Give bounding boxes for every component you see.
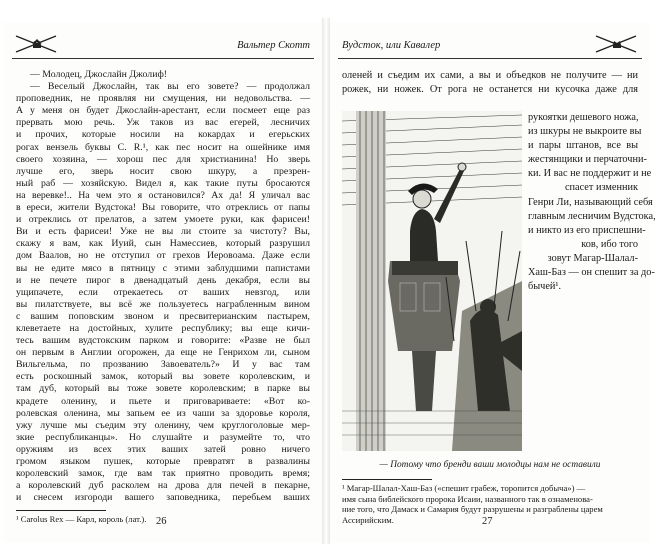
text-line: Ви и есть фарисеи! Уже не вы ли стоите за чистоту? Вы, <box>16 226 310 238</box>
page-number: 27 <box>482 516 493 527</box>
text-line: лучше его, зверь носит свою шкуру, а презрен- <box>16 165 310 177</box>
text-line: а королевский дуб расколем на дрова для печей в пекарне, <box>16 480 310 492</box>
text-line: и никто из его приспешни- <box>528 224 646 236</box>
text-line: прервать мою речь. Уж таков из вас егерей, лесничих <box>16 117 310 129</box>
text-line: бычей¹. <box>528 281 562 293</box>
text-line: Вильгельма, по прозванию Завоеватель?» И у вас там <box>16 359 310 371</box>
book-gutter <box>322 18 330 544</box>
text-line: есть роскошный замок, который вы зовете королевским, и <box>16 371 310 383</box>
footnote-line: ние того, что Дамаск и Самария будут разрушены и разграблены царем <box>342 504 603 515</box>
text-line: и пары штанов, все вы <box>528 140 638 152</box>
text-line: и не печете пирог в двенадцатый день декабря, если вы <box>16 274 310 286</box>
text-line: скажу я вам, как Иуий, сын Намессиев, который разрушил <box>16 238 310 250</box>
footnote: ¹ Carolus Rex — Карл, король (лат.). <box>16 513 147 524</box>
text-line: ков, ибо того <box>581 238 638 250</box>
footnote-rule <box>342 479 432 480</box>
text-line: ущипачете, если отрекаетесь от ваших невзгод, или <box>16 286 310 298</box>
text-line: ный раб — хозяйскую. Видел я, как такие путы бросаются <box>16 177 310 189</box>
text-line: — Молодец, Джослайн Джолиф! <box>30 69 168 80</box>
running-head: Вудсток, или Кавалер <box>342 40 441 51</box>
text-line: вы не едите мясо в пятницу с этими заблудшими папистами <box>16 262 310 274</box>
text-line: и отреклись от прелатов, а затем умоете руки, как фарисеи! <box>16 214 310 226</box>
text-line: крадете оленину, и пьете и приговариваете: «Вот ко- <box>16 395 310 407</box>
text-line: на веревке!.. На чем это я остановился? Ах да! Я уличал вас <box>16 189 310 201</box>
illustration-caption: — Потому что бренди ваши молодцы нам не оставили <box>379 460 601 470</box>
crossed-swords-ornament-icon <box>592 30 642 56</box>
text-line: А у меня он будет Джослайн-арестант, если посмеет еще раз <box>16 105 310 117</box>
text-line: рожек, ни ножек. От рога не останется ни кусочка даже для <box>342 84 638 96</box>
page-number: 26 <box>156 516 167 527</box>
body-text <box>16 69 310 504</box>
text-line: своего хозяина, — хорош пес для христианина! Но зверь <box>16 153 310 165</box>
engraving-illustration-icon <box>342 111 522 451</box>
footnote-line: имя сына библейского пророка Исаии, названного так в ознаменова- <box>342 493 593 504</box>
text-line: жестянщики и перчаточни- <box>528 154 647 166</box>
text-line: Хаш-Баз — он спешит за до- <box>528 267 655 279</box>
footnote-line: Ассирийским. <box>342 514 394 525</box>
text-line: вы пилатствуете, вы всё же пользуетесь награбленным вином <box>16 298 310 310</box>
text-line: там дуб, который вы тоже зовете королевским; в парке вы <box>16 383 310 395</box>
text-line: оружиям из всех этих ваших затей ровно ничего <box>16 443 310 455</box>
text-line: рогах вензель буквы C. R.¹, как пес носит на ошейнике имя <box>16 141 310 153</box>
text-line: клеветаете на достойных, хулите республику; вы еще кичи- <box>16 322 310 334</box>
text-line: проповедник, не проявляя ни смущения, ни недовольства. — <box>16 93 310 105</box>
text-line: оленей и съедим их сами, а вы и объедков не получите — ни <box>342 70 638 81</box>
body-text-top <box>342 69 638 97</box>
text-line: ролевская оленина, мы запьем ее из чаши за здоровье короля, <box>16 407 310 419</box>
text-line: спасет изменник <box>564 182 638 194</box>
right-page <box>330 22 656 542</box>
text-line: и прочих, которые носили на кокардах и егерьских <box>16 129 310 141</box>
text-line: королевский замок, где вам так приятно проводить время; <box>16 468 310 480</box>
footnote-line: ¹ Магар-Шалал-Хаш-Баз («спешит грабеж, торопится добыча») — <box>342 483 586 493</box>
running-head: Вальтер Скотт <box>237 40 310 51</box>
text-line: с вашим поповским звоном и пресвитерианским пастырем, <box>16 310 310 322</box>
text-line: зкие республиканцы». Но слушайте и разумейте то, что <box>16 431 310 443</box>
header-rule <box>338 58 642 59</box>
text-line: ки. И вас не поддержит и не <box>528 168 652 180</box>
text-line: рукоятки дешевого ножа, <box>528 112 639 123</box>
text-line: Генри Ли, называющий себя <box>528 196 653 208</box>
body-text-side <box>528 111 656 294</box>
text-line: в ереси, жители Вудстока! Вы говорите, что отреклись от папы <box>16 202 310 214</box>
text-line: зовут Магар-Шалал- <box>547 252 638 264</box>
text-line: главным лесничим Вудстока, <box>528 210 656 222</box>
text-line: тесь вашим вудстокским парком и говорите: «Разве не был <box>16 335 310 347</box>
footnote-rule <box>16 510 106 511</box>
header-rule <box>12 58 314 59</box>
text-line: из шкуры не выкроите вы <box>528 126 642 138</box>
text-line: дом Ваалов, но не отступил от грехов Иеровоама. Даже если <box>16 250 310 262</box>
text-line: ужу лучше мы съедим эту оленину, чем круглоголовые мер- <box>16 419 310 431</box>
text-line: громом языком пушек, которые превратят в развалины <box>16 456 310 467</box>
crossed-swords-ornament-icon <box>12 30 62 56</box>
text-line: он первым в Англии огорожен, да еще не Генрихом ли, сыном <box>16 347 310 359</box>
text-line: — Веселый Джослайн, так вы его зовете? — продолжал <box>30 81 310 93</box>
left-page <box>4 22 322 542</box>
text-line: и снесем изгороди вашего заповедника, перебьем ваших <box>16 492 310 504</box>
